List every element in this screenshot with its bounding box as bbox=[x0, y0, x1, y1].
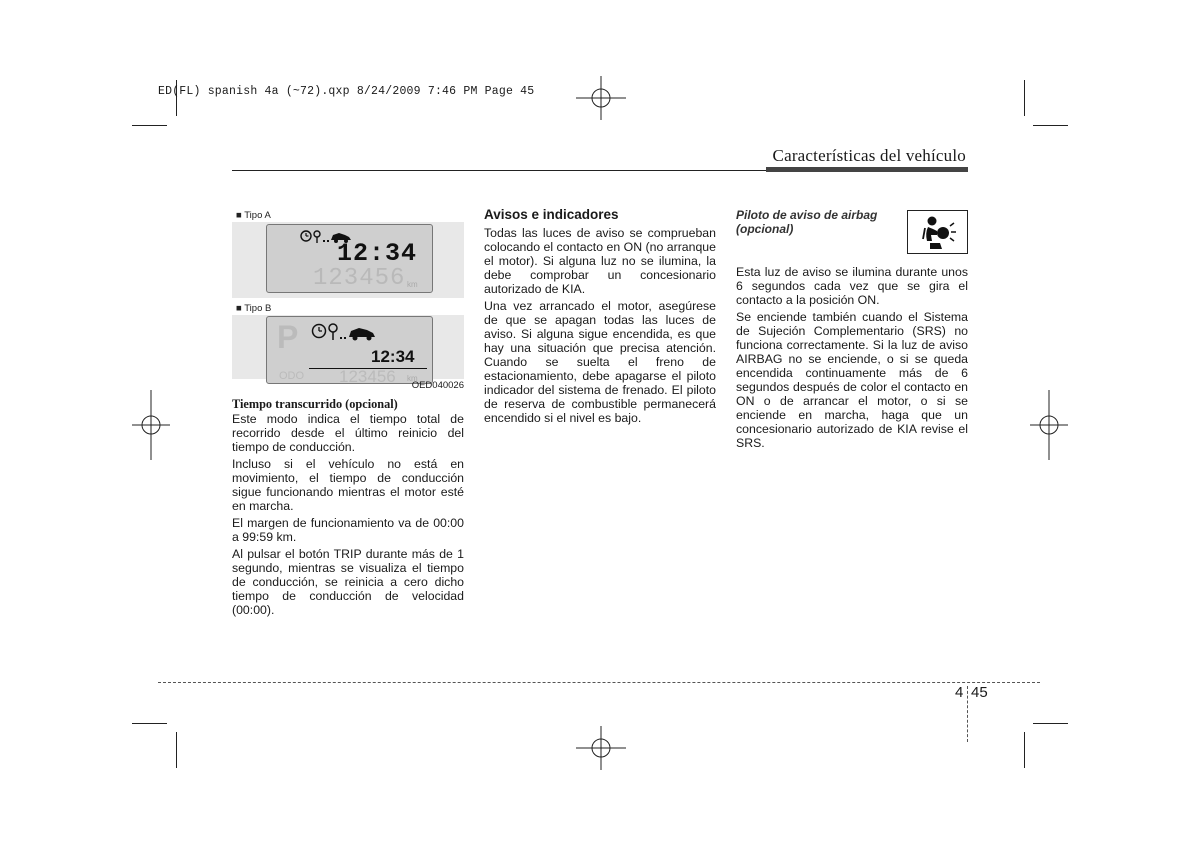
registration-mark-left bbox=[132, 390, 170, 460]
lcd-display-b bbox=[266, 316, 433, 384]
crop-mark bbox=[176, 732, 177, 768]
lcd-display-a bbox=[266, 224, 433, 293]
paragraph: Al pulsar el botón TRIP durante más de 1 segundo, mientras se visualiza el tiempo de conducción, se reinicia a cero dicho tiempo de conducción de velocidad (00:00). bbox=[232, 547, 464, 617]
figure-code: OED040026 bbox=[411, 380, 464, 391]
registration-mark-top bbox=[570, 76, 632, 120]
footer-rule bbox=[158, 682, 1040, 683]
page-chapter: 4 bbox=[955, 684, 964, 701]
airbag-warning-icon bbox=[908, 211, 967, 253]
column-3 bbox=[736, 265, 968, 453]
crop-mark bbox=[132, 723, 167, 724]
crop-mark bbox=[1033, 723, 1068, 724]
airbag-icon-box bbox=[907, 210, 968, 254]
paragraph: Este modo indica el tiempo total de recorrido desde el último reinicio del tiempo de conducción. bbox=[232, 412, 464, 454]
header-rule bbox=[232, 170, 768, 171]
lcd-a-time: 12:34 bbox=[337, 239, 418, 268]
file-slug: ED(FL) spanish 4a (~72).qxp 8/24/2009 7:46 PM Page 45 bbox=[158, 85, 535, 98]
cluster-figure bbox=[232, 208, 464, 392]
page-number-separator bbox=[967, 686, 968, 742]
lcd-b-odometer: 123456 bbox=[339, 367, 396, 386]
column-2 bbox=[484, 208, 716, 428]
heading-warnings: Avisos e indicadores bbox=[484, 207, 619, 222]
crop-mark bbox=[1033, 125, 1068, 126]
page-number: 45 bbox=[971, 684, 988, 701]
lcd-b-odo-label: ODO bbox=[279, 370, 305, 382]
paragraph: Esta luz de aviso se ilumina durante unos 6 segundos cada vez que se gira el contacto a la posición ON. bbox=[736, 265, 968, 307]
paragraph: El margen de funcionamiento va de 00:00 a 99:59 km. bbox=[232, 516, 464, 544]
heading-airbag-warning: Piloto de aviso de airbag (opcional) bbox=[736, 208, 878, 236]
header-rule-accent bbox=[766, 167, 968, 172]
crop-mark bbox=[1024, 80, 1025, 116]
lcd-a-odometer: 123456 bbox=[313, 265, 406, 292]
lcd-b-time: 12:34 bbox=[371, 347, 415, 366]
paragraph: Una vez arrancado el motor, asegúrese de que se apagan todas las luces de aviso. Si alguna sigue encendida, es que hay una situación que precisa atención. Cuando se suelta el freno de estacionamiento, debe apagarse el piloto indicador del sistema de frenado. El piloto de reserva de combustible permanecerá encendido si el nivel es bajo. bbox=[484, 299, 716, 425]
paragraph: Incluso si el vehículo no está en movimiento, el tiempo de conducción sigue funcionando mientras el motor esté en marcha. bbox=[232, 457, 464, 513]
subheading-elapsed-time: Tiempo transcurrido (opcional) bbox=[232, 397, 398, 411]
lcd-b-p-indicator: P bbox=[277, 319, 299, 355]
column-1 bbox=[232, 397, 464, 620]
lcd-a-unit: km bbox=[407, 280, 418, 289]
registration-mark-bottom bbox=[570, 726, 632, 770]
section-title: Características del vehículo bbox=[772, 146, 966, 165]
tipo-a-label: ■ Tipo A bbox=[236, 210, 271, 221]
crop-mark bbox=[132, 125, 167, 126]
tipo-b-label: ■ Tipo B bbox=[236, 303, 272, 314]
clock-key-car-icons-b bbox=[311, 321, 381, 341]
lcd-b-unit: km bbox=[407, 374, 418, 383]
paragraph: Todas las luces de aviso se comprueban colocando el contacto en ON (no arranque el motor). Si alguna luz no se ilumina, la debe comprobar un concesionario autorizado de KIA. bbox=[484, 226, 716, 296]
crop-mark bbox=[1024, 732, 1025, 768]
paragraph: Se enciende también cuando el Sistema de Sujeción Complementario (SRS) no funciona correctamente. Si la luz de aviso AIRBAG no se enciende, o si se queda encendida continuamente más de 6 segundos después de color el contacto en ON o de arrancar el motor, o si se enciende en marcha, haga que un concesionario autorizado de KIA revise el SRS. bbox=[736, 310, 968, 450]
registration-mark-right bbox=[1030, 390, 1068, 460]
